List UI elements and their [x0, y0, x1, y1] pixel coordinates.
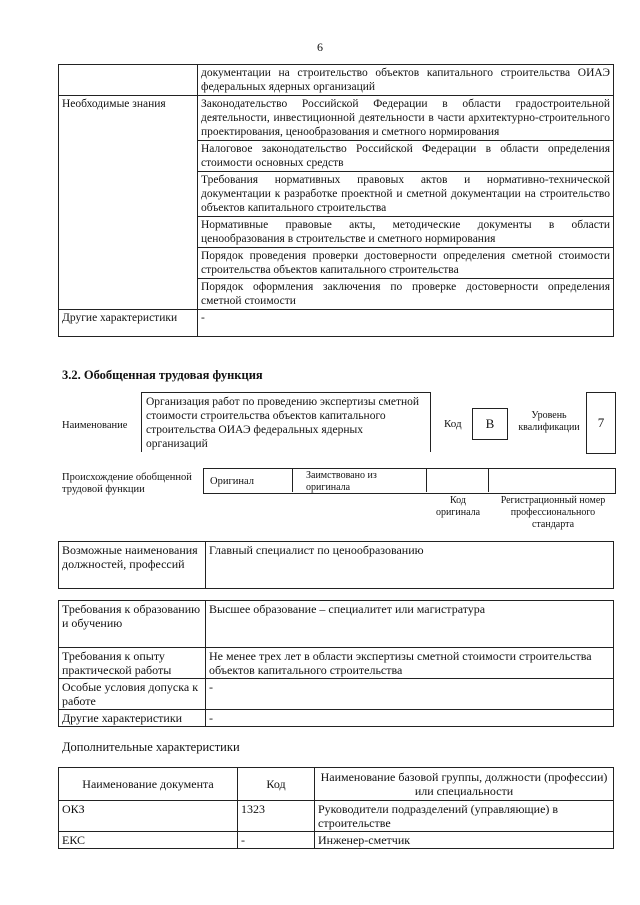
positions-label: Возможные наименования должностей, профессий [59, 542, 206, 589]
table-row [59, 648, 614, 679]
function-name: Организация работ по проведению экспертизы сметной стоимости строительства объектов капитального строительства ОИАЭ федеральных ядерных организаций [141, 392, 431, 452]
other-characteristics-value: - [198, 310, 614, 337]
table-row [59, 832, 614, 849]
code-label: Код [444, 418, 462, 430]
knowledge-item: Нормативные правовые акты, методические документы в области ценообразования в строительстве и сметного нормирования [198, 217, 614, 248]
code-original-caption: Код оригинала [435, 495, 481, 518]
requirement-label: Особые условия допуска к работе [59, 679, 206, 710]
header-doc-name: Наименование документа [59, 768, 238, 801]
divider [292, 468, 293, 492]
borrowed-label: Заимствовано из оригинала [306, 470, 377, 493]
reg-number-caption: Регистрационный номер профессионального стандарта [500, 495, 606, 530]
knowledge-item: Порядок проведения проверки достоверности определения сметной стоимости строительства объектов капитального строительства [198, 248, 614, 279]
table-row [59, 679, 614, 710]
table-row [59, 601, 614, 648]
positions-table [58, 541, 614, 589]
table-row [59, 65, 614, 96]
table-row [59, 768, 614, 801]
knowledge-item: Требования нормативных правовых актов и нормативно-технической документации к разработке проектной и сметной документации на строительство объектов капитального строительства [198, 172, 614, 217]
requirement-value: Высшее образование – специалитет или магистратура [206, 601, 614, 648]
other-characteristics-label: Другие характеристики [59, 310, 198, 337]
requirement-value: Не менее трех лет в области экспертизы сметной стоимости строительства объектов капитального строительства [206, 648, 614, 679]
requirement-label: Требования к образованию и обучению [59, 601, 206, 648]
requirement-value: - [206, 679, 614, 710]
requirement-label: Другие характеристики [59, 710, 206, 727]
code-cell: - [238, 832, 315, 849]
table-row [59, 801, 614, 832]
level-value: 7 [586, 392, 616, 454]
knowledge-item: Порядок оформления заключения по проверке достоверности определения сметной стоимости [198, 279, 614, 310]
doc-name-cell: ОКЗ [59, 801, 238, 832]
level-label: Уровень квалификации [518, 410, 580, 433]
header-code: Код [238, 768, 315, 801]
knowledge-table [58, 64, 614, 337]
original-label: Оригинал [210, 476, 254, 487]
additional-table [58, 767, 614, 849]
additional-title: Дополнительные характеристики [62, 740, 240, 754]
knowledge-item: Налоговое законодательство Российской Федерации в области определения стоимости основных средств [198, 141, 614, 172]
page-number: 6 [317, 40, 323, 54]
table-row [59, 310, 614, 337]
table-row [59, 710, 614, 727]
continued-text: документации на строительство объектов капитального строительства ОИАЭ федеральных ядерных организаций [198, 65, 614, 96]
divider [426, 468, 427, 492]
table-row [59, 542, 614, 589]
requirement-label: Требования к опыту практической работы [59, 648, 206, 679]
group-name-cell: Руководители подразделений (управляющие) в строительстве [315, 801, 614, 832]
header-group-name: Наименование базовой группы, должности (профессии) или специальности [315, 768, 614, 801]
knowledge-item: Законодательство Российской Федерации в области градостроительной деятельности, инвестиционной деятельности в части архитектурно-строительного проектирования, ценообразования и сметного нормирования [198, 96, 614, 141]
requirements-table [58, 600, 614, 727]
empty-label-cell [59, 65, 198, 96]
origin-label: Происхождение обобщенной трудовой функции [62, 472, 192, 495]
group-name-cell: Инженер-сметчик [315, 832, 614, 849]
name-label: Наименование [62, 420, 128, 431]
section-title: 3.2. Обобщенная трудовая функция [62, 368, 263, 382]
knowledge-label: Необходимые знания [59, 96, 198, 310]
code-value: B [472, 408, 508, 440]
requirement-value: - [206, 710, 614, 727]
code-cell: 1323 [238, 801, 315, 832]
divider [488, 468, 489, 492]
positions-value: Главный специалист по ценообразованию [206, 542, 614, 589]
doc-name-cell: ЕКС [59, 832, 238, 849]
table-row [59, 96, 614, 141]
